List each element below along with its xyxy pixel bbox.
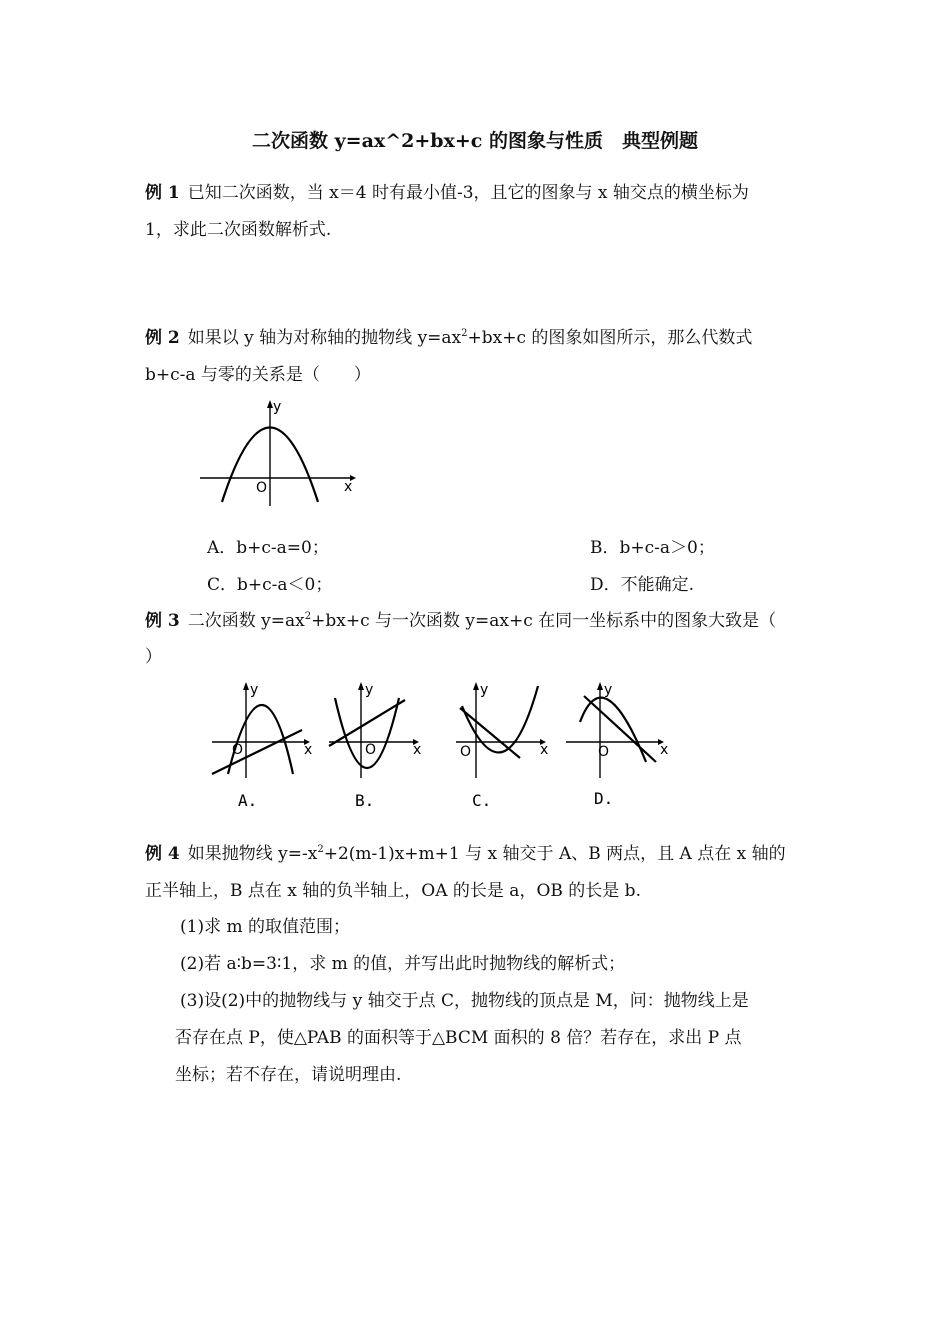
option-d: D．不能确定. xyxy=(590,575,695,595)
origin-label: O xyxy=(232,742,244,758)
straight-line xyxy=(584,696,656,762)
x-axis-label: x xyxy=(304,742,313,758)
example-4-question-3-line-3: 坐标；若不存在，请说明理由. xyxy=(175,1065,402,1085)
origin-label: O xyxy=(460,744,472,760)
example-4-superscript: 2 xyxy=(317,844,324,855)
example-4-question-3-line-2: 否存在点 P，使△PAB 的面积等于△BCM 面积的 8 倍？若存在，求出 P 点 xyxy=(175,1028,742,1048)
example-1-line-1 xyxy=(145,182,749,204)
example-4-question-3-line-1: (3)设(2)中的抛物线与 y 轴交于点 C，抛物线的顶点是 M，问：抛物线上是 xyxy=(180,991,749,1011)
graph-option-label: B. xyxy=(355,791,375,810)
x-axis-label: x xyxy=(660,742,669,758)
example-3-label: 例 3 xyxy=(145,611,180,631)
y-axis-arrow xyxy=(243,682,249,690)
graph-option-label: C. xyxy=(472,791,492,810)
example-4-question-2: (2)若 a∶b=3∶1，求 m 的值，并写出此时抛物线的解析式； xyxy=(180,954,626,974)
option-a: A．b+c-a=0； xyxy=(207,538,329,558)
example-4-question-1: (1)求 m 的取值范围； xyxy=(180,917,351,937)
example-3-graph-b xyxy=(325,678,437,813)
example-3-graph-a xyxy=(208,678,320,813)
example-3-graph-d xyxy=(562,678,674,813)
graph-option-label: A. xyxy=(238,791,258,810)
example-4-text-b: +2(m-1)x+m+1 与 x 轴交于 A、B 两点，且 A 点在 x 轴的 xyxy=(323,844,786,864)
example-2-line-1 xyxy=(145,327,752,349)
example-4-label: 例 4 xyxy=(145,844,180,864)
y-axis-label: y xyxy=(273,399,282,415)
example-2-label: 例 2 xyxy=(145,328,180,348)
example-3-text-b: +bx+c 与一次函数 y=ax+c 在同一坐标系中的图象大致是（ xyxy=(311,611,777,631)
y-axis-arrow xyxy=(597,682,603,690)
page-title: 二次函数 y=ax^2+bx+c 的图象与性质 典型例题 xyxy=(252,130,698,152)
origin-label: O xyxy=(598,744,610,760)
example-1-line-2: 1，求此二次函数解析式. xyxy=(145,220,332,240)
origin-label: O xyxy=(365,742,377,758)
example-2-graph xyxy=(200,398,360,510)
example-3-graph-c xyxy=(452,678,564,813)
example-2-line-2: b+c-a 与零的关系是（ ） xyxy=(145,365,371,385)
example-2-superscript: 2 xyxy=(461,328,468,339)
y-axis-arrow xyxy=(358,682,364,690)
y-axis-label: y xyxy=(250,682,259,698)
example-3-text-a: 二次函数 y=ax xyxy=(187,611,305,631)
example-4-text-a: 如果抛物线 y=-x xyxy=(187,844,318,864)
example-4-line-1 xyxy=(145,843,786,865)
origin-label: O xyxy=(256,480,268,496)
example-3-superscript: 2 xyxy=(304,611,312,622)
example-1-text-1: 已知二次函数，当 x＝4 时有最小值-3，且它的图象与 x 轴交点的横坐标为 xyxy=(187,183,749,203)
x-axis-label: x xyxy=(344,479,353,495)
x-axis-label: x xyxy=(413,742,422,758)
y-axis-arrow xyxy=(473,682,479,690)
example-2-text-b: +bx+c 的图象如图所示，那么代数式 xyxy=(467,328,753,348)
option-b: B．b+c-a＞0； xyxy=(590,538,715,558)
x-axis-label: x xyxy=(540,742,549,758)
parabola-curve xyxy=(580,698,646,762)
example-3-line-1 xyxy=(145,610,776,632)
y-axis-label: y xyxy=(480,682,489,698)
example-1-label: 例 1 xyxy=(145,183,180,203)
y-axis-label: y xyxy=(604,682,613,698)
y-axis-label: y xyxy=(365,682,374,698)
option-c: C．b+c-a＜0； xyxy=(207,575,333,595)
graph-option-label: D. xyxy=(594,789,614,808)
example-2-text-a: 如果以 y 轴为对称轴的抛物线 y=ax xyxy=(187,328,462,348)
example-4-line-2: 正半轴上，B 点在 x 轴的负半轴上，OA 的长是 a，OB 的长是 b. xyxy=(145,881,641,901)
example-3-line-2: ） xyxy=(145,647,162,667)
